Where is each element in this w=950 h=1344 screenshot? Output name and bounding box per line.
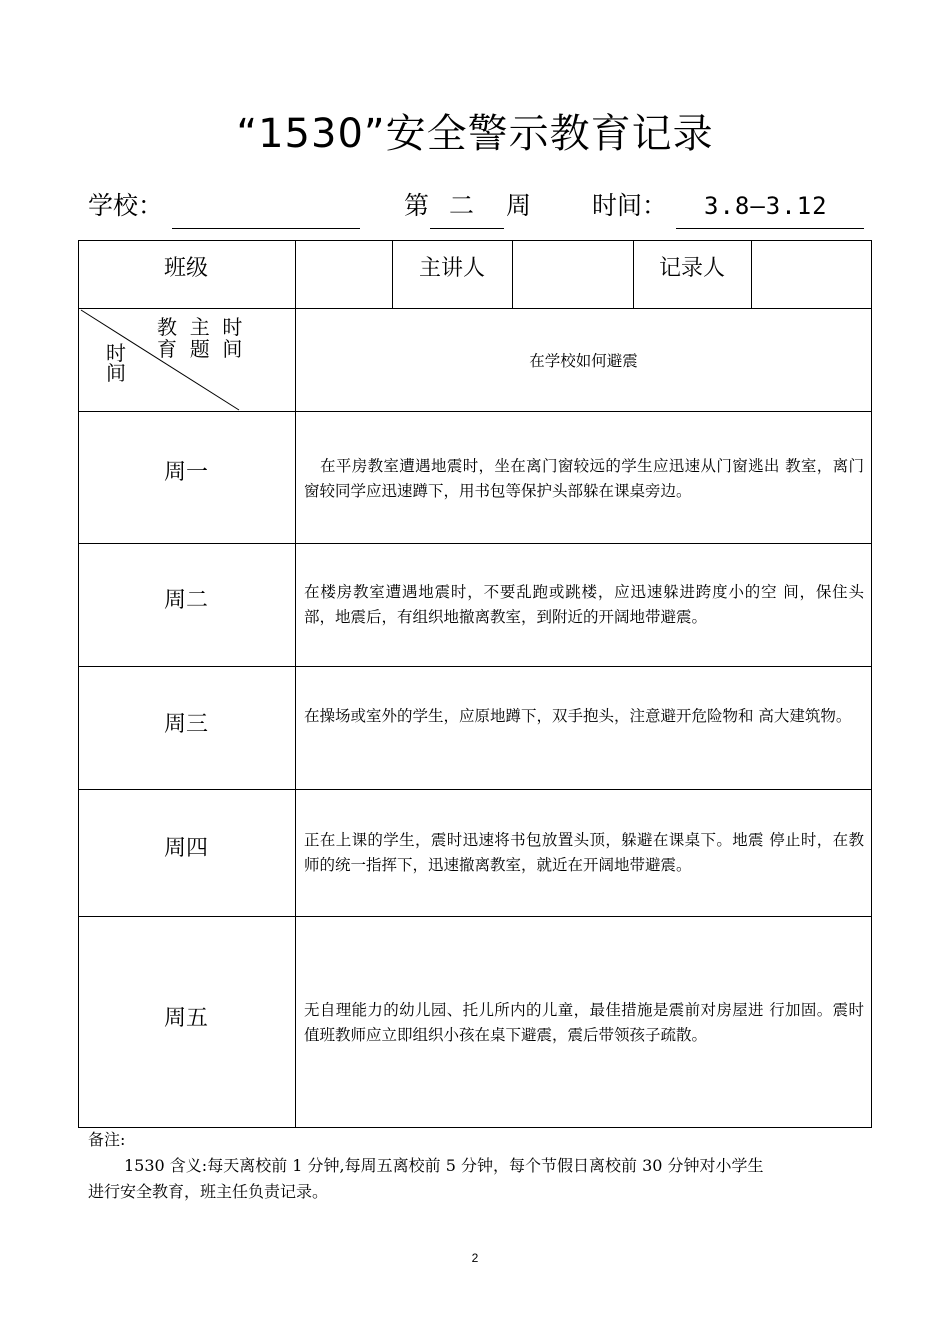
notes-line-1: 1530 含义:每天离校前 1 分钟,每周五离校前 5 分钟，每个节假日离校前 30 分钟对小学生 bbox=[124, 1156, 764, 1175]
diag-header-top: 教 主 时 bbox=[157, 315, 243, 339]
row-divider bbox=[79, 666, 871, 667]
day-label-tuesday: 周二 bbox=[163, 588, 208, 613]
week-suffix: 周 bbox=[506, 191, 532, 220]
diag-header-mid: 育 题 间 bbox=[157, 337, 243, 361]
row-divider bbox=[79, 916, 871, 917]
notes-label: 备注: bbox=[88, 1130, 126, 1149]
recorder-value-field[interactable] bbox=[752, 248, 870, 306]
row-divider bbox=[79, 789, 871, 790]
day-label-thursday: 周四 bbox=[163, 836, 208, 861]
speaker-value-field[interactable] bbox=[513, 248, 631, 306]
notes-line-2: 进行安全教育，班主任负责记录。 bbox=[88, 1182, 329, 1201]
column-divider bbox=[295, 241, 296, 1127]
week-prefix: 第 bbox=[404, 191, 430, 220]
week-value: 二 bbox=[449, 191, 475, 220]
day-content-thursday: 正在上课的学生，震时迅速将书包放置头顶，躲避在课桌下。地震 停止时，在教师的统一指挥下，迅速撤离教室，就近在开阔地带避震。 bbox=[304, 831, 864, 874]
date-field-underline[interactable] bbox=[676, 228, 864, 229]
day-content-tuesday: 在楼房教室遭遇地震时，不要乱跑或跳楼，应迅速躲进跨度小的空 间，保住头部，地震后，有组织地撤离教室，到附近的开阔地带避震。 bbox=[304, 583, 864, 626]
date-range: 3.8—3.12 bbox=[704, 192, 828, 220]
day-content-friday: 无自理能力的幼儿园、托儿所内的儿童，最佳措施是震前对房屋进 行加固。震时值班教师应立即组织小孩在桌下避震，震后带领孩子疏散。 bbox=[304, 1001, 864, 1044]
diag-header-left-bottom: 间 bbox=[106, 361, 126, 385]
day-label-friday: 周五 bbox=[163, 1006, 208, 1031]
week-field-underline[interactable] bbox=[430, 228, 504, 229]
day-label-monday: 周一 bbox=[163, 460, 208, 485]
school-label: 学校： bbox=[88, 191, 164, 220]
education-theme: 在学校如何避震 bbox=[529, 352, 638, 370]
time-label: 时间： bbox=[592, 191, 668, 220]
day-label-wednesday: 周三 bbox=[163, 712, 208, 737]
day-content-wednesday: 在操场或室外的学生，应原地蹲下，双手抱头，注意避开危险物和 高大建筑物。 bbox=[304, 707, 852, 725]
record-table bbox=[78, 240, 872, 1128]
page-number: 2 bbox=[471, 1251, 479, 1265]
diag-header-left-top: 时 bbox=[106, 341, 126, 365]
speaker-label: 主讲人 bbox=[418, 256, 485, 281]
day-content-monday: 在平房教室遭遇地震时，坐在离门窗较远的学生应迅速从门窗逃出 教室，离门窗较同学应迅速蹲下，用书包等保护头部躲在课桌旁边。 bbox=[304, 457, 864, 500]
row-divider bbox=[79, 543, 871, 544]
school-field-underline[interactable] bbox=[172, 228, 360, 229]
class-label: 班级 bbox=[163, 256, 208, 281]
recorder-label: 记录人 bbox=[658, 256, 725, 281]
page-title: “1530”安全警示教育记录 bbox=[236, 111, 714, 157]
